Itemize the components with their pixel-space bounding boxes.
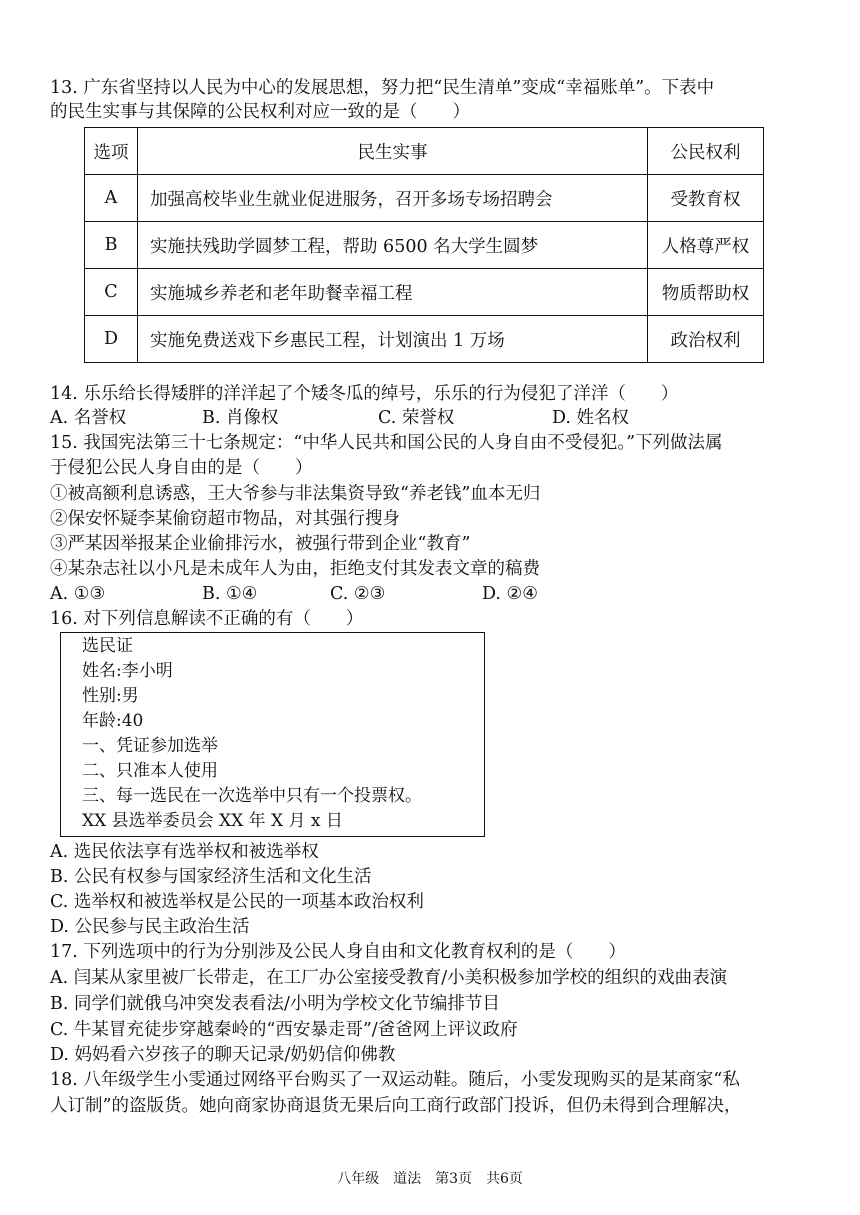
table-header-cell: 选项 (85, 128, 138, 175)
table-header-cell: 民生实事 (138, 128, 648, 175)
q14-stem: 14. 乐乐给长得矮胖的洋洋起了个矮冬瓜的绰号，乐乐的行为侵犯了洋洋（ ） (50, 384, 679, 404)
q15-option-d: D. ②④ (482, 584, 538, 604)
voter-card-rule-3: 三、每一选民在一次选举中只有一个投票权。 (82, 786, 422, 806)
q16-option-d: D. 公民参与民主政治生活 (50, 917, 250, 937)
q16-option-c: C. 选举权和被选举权是公民的一项基本政治权利 (50, 892, 424, 912)
voter-card-issuer: XX 县选举委员会 XX 年 X 月 x 日 (82, 811, 343, 831)
voter-card-name: 姓名:李小明 (82, 661, 173, 681)
q15-item-3: ③严某因举报某企业偷排污水，被强行带到企业“教育” (50, 534, 471, 554)
table-row (85, 175, 764, 222)
table-row (85, 222, 764, 269)
q15-item-1: ①被高额利息诱惑，王大爷参与非法集资导致“养老钱”血本无归 (50, 484, 541, 504)
table-cell: 受教育权 (648, 175, 764, 222)
q14-option-c: C. 荣誉权 (378, 408, 455, 428)
table-cell: C (85, 269, 138, 316)
table-cell: 物质帮助权 (648, 269, 764, 316)
q13-table (84, 127, 764, 363)
table-row (85, 269, 764, 316)
table-cell: 人格尊严权 (648, 222, 764, 269)
table-cell: A (85, 175, 138, 222)
voter-card-rule-1: 一、凭证参加选举 (82, 736, 218, 756)
q17-option-d: D. 妈妈看六岁孩子的聊天记录/奶奶信仰佛教 (50, 1045, 396, 1065)
q18-stem-line1: 18. 八年级学生小雯通过网络平台购买了一双运动鞋。随后，小雯发现购买的是某商家“私 (50, 1070, 740, 1090)
q17-stem: 17. 下列选项中的行为分别涉及公民人身自由和文化教育权利的是（ ） (50, 942, 626, 962)
q17-option-a: A. 闫某从家里被厂长带走，在工厂办公室接受教育/小美积极参加学校的组织的戏曲表演 (50, 968, 728, 988)
table-cell: 政治权利 (648, 316, 764, 363)
table-cell: 实施免费送戏下乡惠民工程，计划演出 1 万场 (138, 316, 648, 363)
q15-option-a: A. ①③ (50, 584, 106, 604)
q13-stem-line2: 的民生实事与其保障的公民权利对应一致的是（ ） (50, 102, 470, 122)
q13-stem-line1: 13. 广东省坚持以人民为中心的发展思想，努力把“民生清单”变成“幸福账单”。下表中 (50, 78, 715, 98)
q17-option-c: C. 牛某冒充徒步穿越秦岭的“西安暴走哥”/爸爸网上评议政府 (50, 1020, 518, 1040)
q15-stem-line1: 15. 我国宪法第三十七条规定：“中华人民共和国公民的人身自由不受侵犯。”下列做法属 (50, 433, 723, 453)
voter-card-gender: 性别:男 (82, 686, 139, 706)
table-cell: 实施扶残助学圆梦工程，帮助 6500 名大学生圆梦 (138, 222, 648, 269)
q15-stem-line2: 于侵犯公民人身自由的是（ ） (50, 458, 313, 478)
q15-item-2: ②保安怀疑李某偷窃超市物品，对其强行搜身 (50, 509, 400, 529)
q16-option-a: A. 选民依法享有选举权和被选举权 (50, 842, 319, 862)
q16-option-b: B. 公民有权参与国家经济生活和文化生活 (50, 867, 372, 887)
table-cell: 加强高校毕业生就业促进服务，召开多场专场招聘会 (138, 175, 648, 222)
q14-option-d: D. 姓名权 (552, 408, 630, 428)
q14-option-a: A. 名誉权 (50, 408, 127, 428)
q15-option-b: B. ①④ (202, 584, 258, 604)
table-cell: 实施城乡养老和老年助餐幸福工程 (138, 269, 648, 316)
q18-stem-line2: 人订制”的盗版货。她向商家协商退货无果后向工商行政部门投诉，但仍未得到合理解决， (50, 1096, 742, 1116)
voter-card-title: 选民证 (82, 636, 133, 656)
q15-option-c: C. ②③ (330, 584, 386, 604)
table-row (85, 316, 764, 363)
table-header-cell: 公民权利 (648, 128, 764, 175)
q15-item-4: ④某杂志社以小凡是未成年人为由，拒绝支付其发表文章的稿费 (50, 559, 540, 579)
voter-card-age: 年龄:40 (82, 711, 144, 731)
q17-option-b: B. 同学们就俄乌冲突发表看法/小明为学校文化节编排节目 (50, 994, 500, 1014)
page-footer: 八年级 道法 第3页 共6页 (337, 1171, 523, 1187)
table-cell: B (85, 222, 138, 269)
table-cell: D (85, 316, 138, 363)
q16-stem: 16. 对下列信息解读不正确的有（ ） (50, 609, 364, 629)
q14-option-b: B. 肖像权 (202, 408, 279, 428)
table-header-row (85, 128, 764, 175)
voter-card-rule-2: 二、只准本人使用 (82, 761, 218, 781)
